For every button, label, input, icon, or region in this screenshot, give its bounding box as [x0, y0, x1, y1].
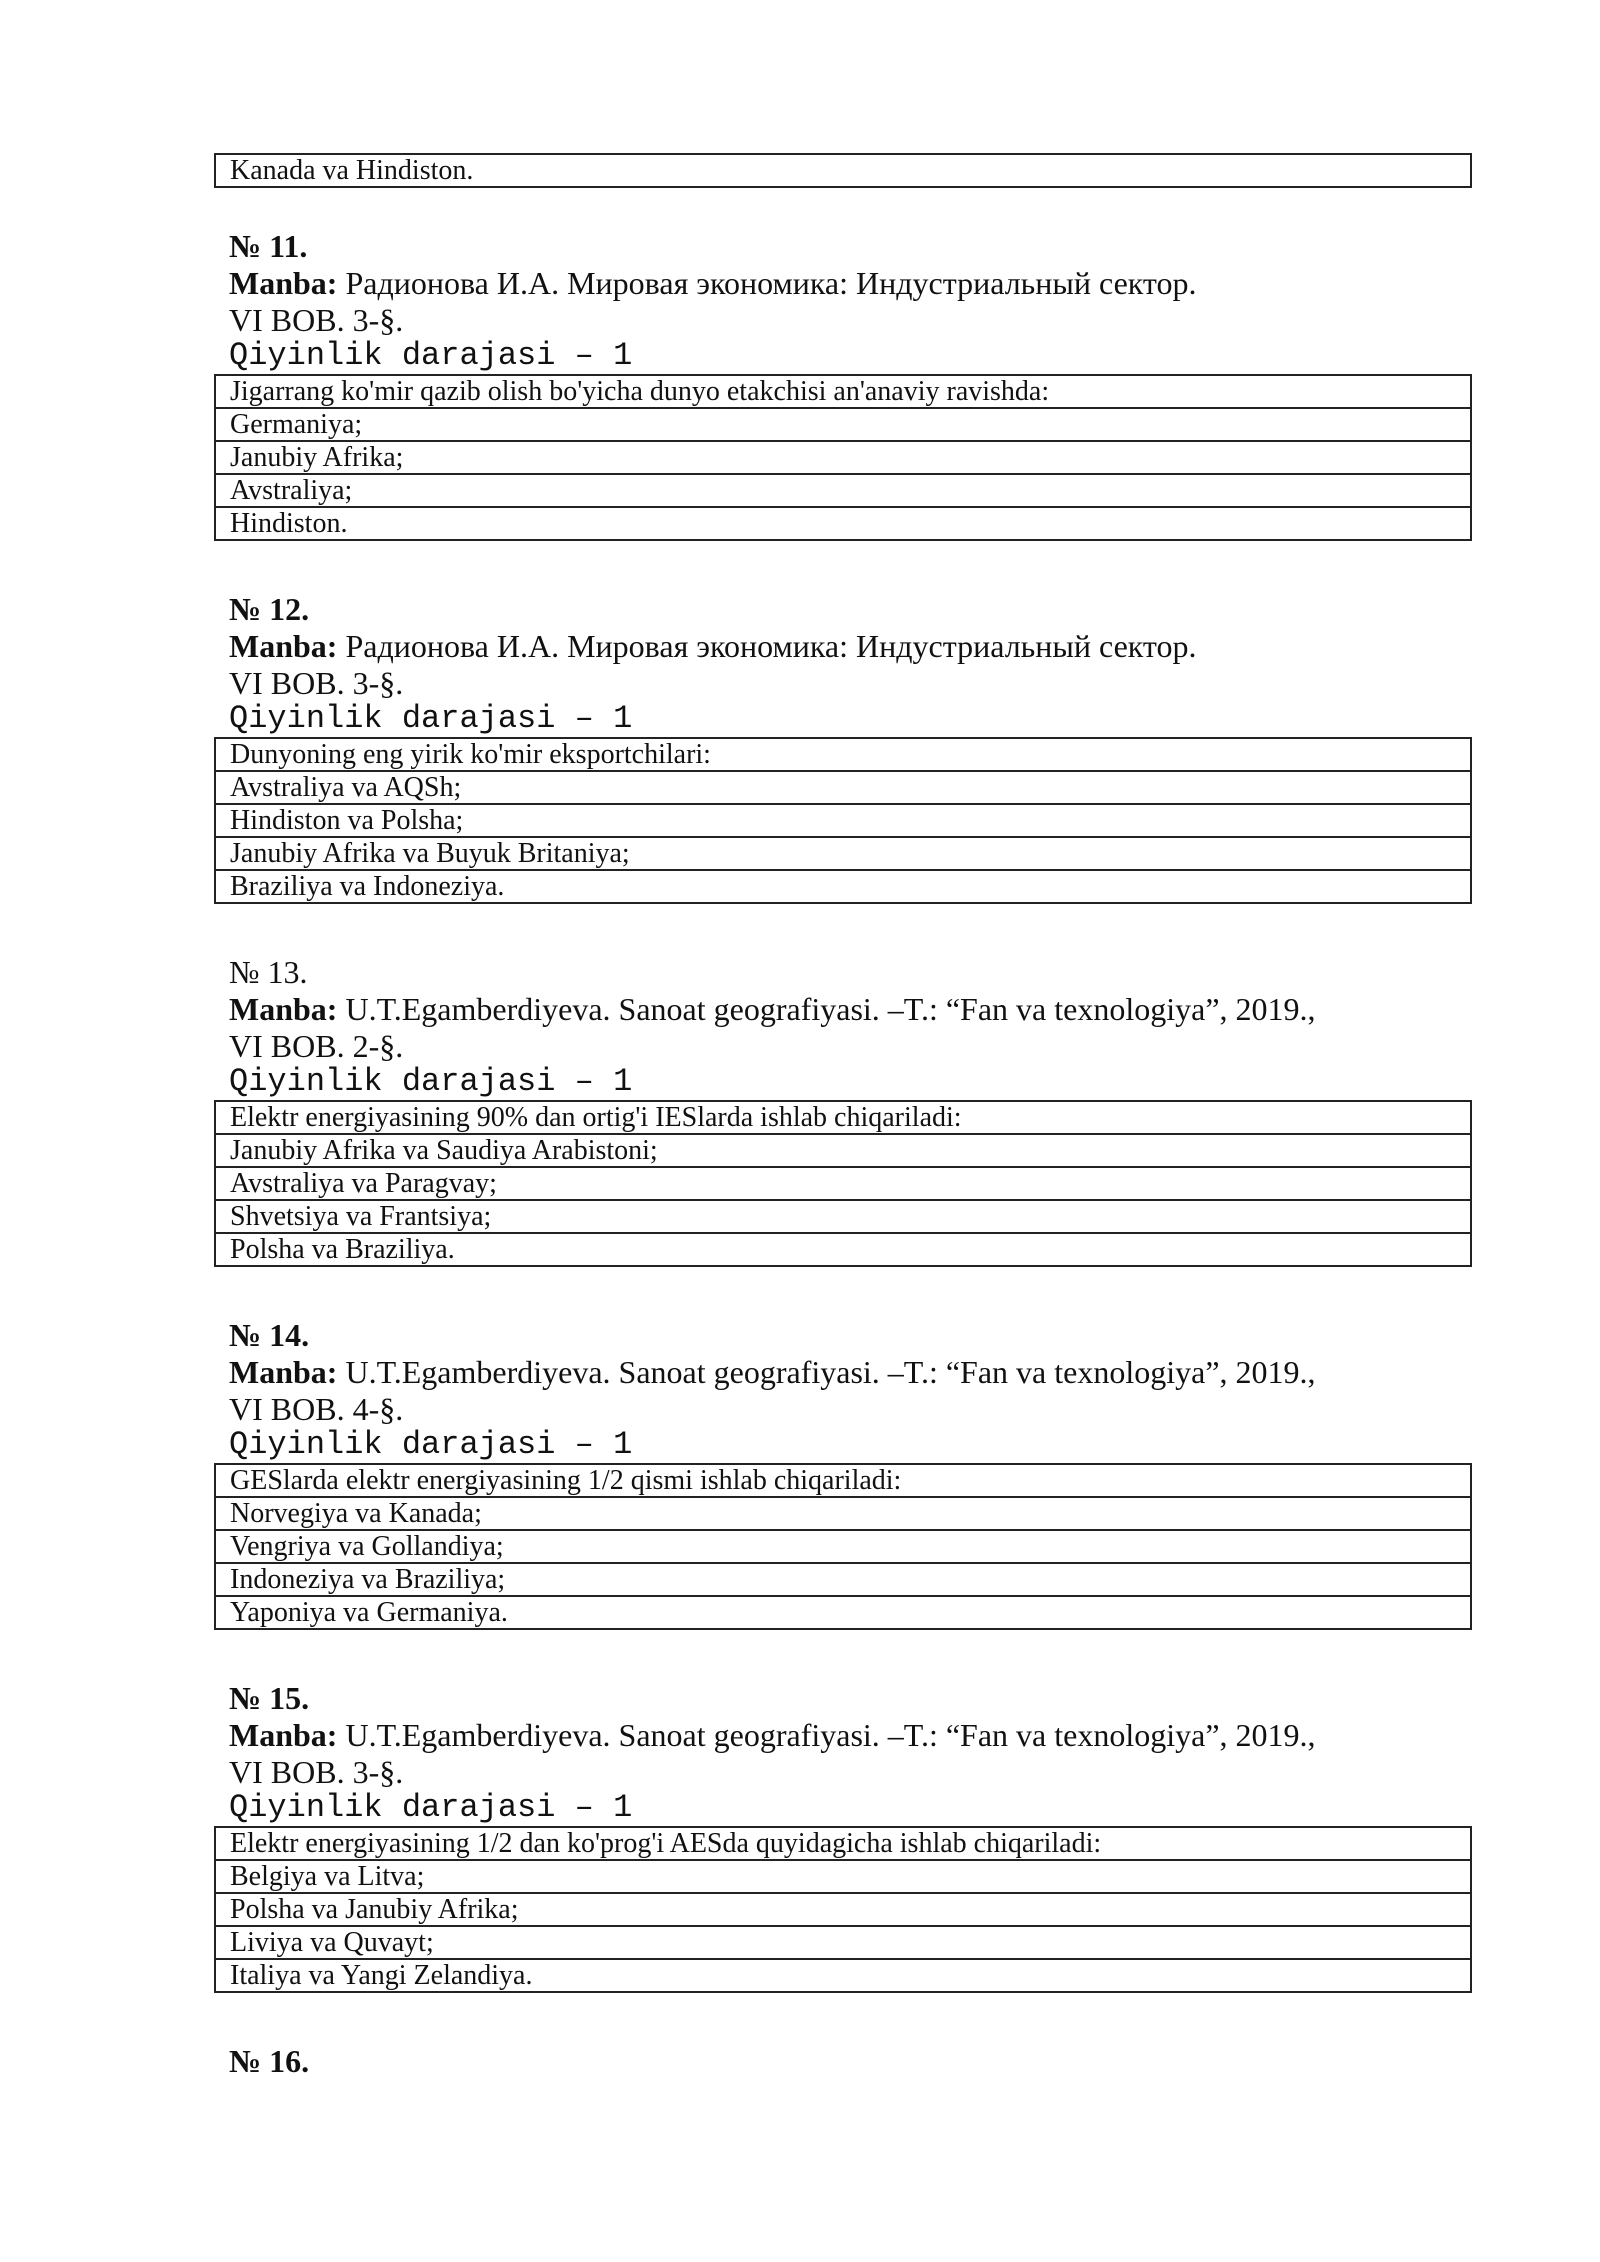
table-row	[215, 1530, 1471, 1563]
question-13-table	[214, 1100, 1472, 1267]
answer-option: Vengriya va Gollandiya;	[215, 1530, 1471, 1563]
source-text: U.T.Egamberdiyeva. Sanoat geografiyasi. –T.: “Fan va texnologiya”, 2019.,	[337, 1354, 1316, 1390]
chapter-line: VI BOB. 4-§.	[229, 1391, 404, 1427]
question-number: № 13.	[229, 954, 308, 990]
table-row	[215, 1959, 1471, 1992]
source-line	[229, 265, 1489, 302]
question-14-header	[229, 1317, 1489, 1462]
answer-option: Janubiy Afrika;	[215, 441, 1471, 474]
table-row	[215, 1860, 1471, 1893]
answer-option: Yaponiya va Germaniya.	[215, 1596, 1471, 1629]
question-11-header	[229, 228, 1489, 373]
answer-option: Avstraliya va Paragvay;	[215, 1167, 1471, 1200]
answer-option: Liviya va Quvayt;	[215, 1926, 1471, 1959]
question-text: Dunyoning eng yirik ko'mir eksportchilari:	[215, 738, 1471, 771]
answer-option: Shvetsiya va Frantsiya;	[215, 1200, 1471, 1233]
table-row	[215, 1167, 1471, 1200]
answer-option: Italiya va Yangi Zelandiya.	[215, 1959, 1471, 1992]
table-row	[215, 1596, 1471, 1629]
difficulty-level: Qiyinlik darajasi – 1	[229, 700, 633, 737]
table-row	[215, 804, 1471, 837]
table-row	[215, 507, 1471, 540]
answer-option: Polsha va Braziliya.	[215, 1233, 1471, 1266]
source-label: Manba:	[229, 628, 338, 664]
chapter-line: VI BOB. 3-§.	[229, 302, 404, 338]
table-row	[215, 837, 1471, 870]
difficulty-level: Qiyinlik darajasi – 1	[229, 337, 633, 374]
question-11-table	[214, 374, 1472, 541]
table-row	[215, 154, 1471, 187]
answer-option: Janubiy Afrika va Buyuk Britaniya;	[215, 837, 1471, 870]
difficulty-level: Qiyinlik darajasi – 1	[229, 1789, 633, 1826]
table-row	[215, 1464, 1471, 1497]
question-number: № 11.	[229, 228, 308, 264]
table-row	[215, 375, 1471, 408]
source-label: Manba:	[229, 265, 338, 301]
question-text: Elektr energiyasining 90% dan ortig'i IESlarda ishlab chiqariladi:	[215, 1101, 1471, 1134]
question-text: GESlarda elektr energiyasining 1/2 qismi ishlab chiqariladi:	[215, 1464, 1471, 1497]
answer-option: Indoneziya va Braziliya;	[215, 1563, 1471, 1596]
table-row	[215, 1200, 1471, 1233]
source-text: U.T.Egamberdiyeva. Sanoat geografiyasi. –T.: “Fan va texnologiya”, 2019.,	[337, 1717, 1316, 1753]
question-13-header	[229, 954, 1489, 1099]
table-row	[215, 1827, 1471, 1860]
table-row	[215, 1233, 1471, 1266]
table-row	[215, 738, 1471, 771]
question-number: № 14.	[229, 1317, 310, 1353]
table-row	[215, 1926, 1471, 1959]
table-row	[215, 1563, 1471, 1596]
answer-option: Polsha va Janubiy Afrika;	[215, 1893, 1471, 1926]
source-text: Радионова И.А. Мировая экономика: Индустриальный сектор.	[337, 265, 1197, 301]
source-line	[229, 1354, 1489, 1391]
question-number: № 15.	[229, 1680, 310, 1716]
answer-option: Hindiston.	[215, 507, 1471, 540]
source-line	[229, 1717, 1489, 1754]
chapter-line: VI BOB. 3-§.	[229, 665, 404, 701]
answer-option: Avstraliya va AQSh;	[215, 771, 1471, 804]
table-row	[215, 441, 1471, 474]
source-text: Радионова И.А. Мировая экономика: Индустриальный сектор.	[337, 628, 1197, 664]
question-text: Jigarrang ko'mir qazib olish bo'yicha dunyo etakchisi an'anaviy ravishda:	[215, 375, 1471, 408]
question-12-header	[229, 591, 1489, 736]
answer-option: Braziliya va Indoneziya.	[215, 870, 1471, 903]
question-15-table	[214, 1826, 1472, 1993]
answer-option: Avstraliya;	[215, 474, 1471, 507]
difficulty-level: Qiyinlik darajasi – 1	[229, 1063, 633, 1100]
table-row	[215, 474, 1471, 507]
question-text: Elektr energiyasining 1/2 dan ko'prog'i AESda quyidagicha ishlab chiqariladi:	[215, 1827, 1471, 1860]
table-row	[215, 771, 1471, 804]
chapter-line: VI BOB. 3-§.	[229, 1754, 404, 1790]
table-row	[215, 1134, 1471, 1167]
question-number: № 16.	[229, 2043, 310, 2079]
question-14-table	[214, 1463, 1472, 1630]
answer-option: Hindiston va Polsha;	[215, 804, 1471, 837]
chapter-line: VI BOB. 2-§.	[229, 1028, 404, 1064]
source-label: Manba:	[229, 1354, 338, 1390]
answer-table-continued	[214, 153, 1472, 188]
table-row	[215, 1893, 1471, 1926]
answer-option: Norvegiya va Kanada;	[215, 1497, 1471, 1530]
table-cell: Kanada va Hindiston.	[215, 154, 1471, 187]
answer-option: Belgiya va Litva;	[215, 1860, 1471, 1893]
source-label: Manba:	[229, 1717, 338, 1753]
answer-option: Janubiy Afrika va Saudiya Arabistoni;	[215, 1134, 1471, 1167]
table-row	[215, 870, 1471, 903]
table-row	[215, 1101, 1471, 1134]
question-number: № 12.	[229, 591, 310, 627]
source-line	[229, 628, 1489, 665]
table-row	[215, 408, 1471, 441]
question-16-header	[229, 2043, 1489, 2080]
question-12-table	[214, 737, 1472, 904]
source-line	[229, 991, 1489, 1028]
answer-option: Germaniya;	[215, 408, 1471, 441]
source-text: U.T.Egamberdiyeva. Sanoat geografiyasi. –T.: “Fan va texnologiya”, 2019.,	[337, 991, 1316, 1027]
table-row	[215, 1497, 1471, 1530]
difficulty-level: Qiyinlik darajasi – 1	[229, 1426, 633, 1463]
source-label: Manba:	[229, 991, 338, 1027]
question-15-header	[229, 1680, 1489, 1825]
